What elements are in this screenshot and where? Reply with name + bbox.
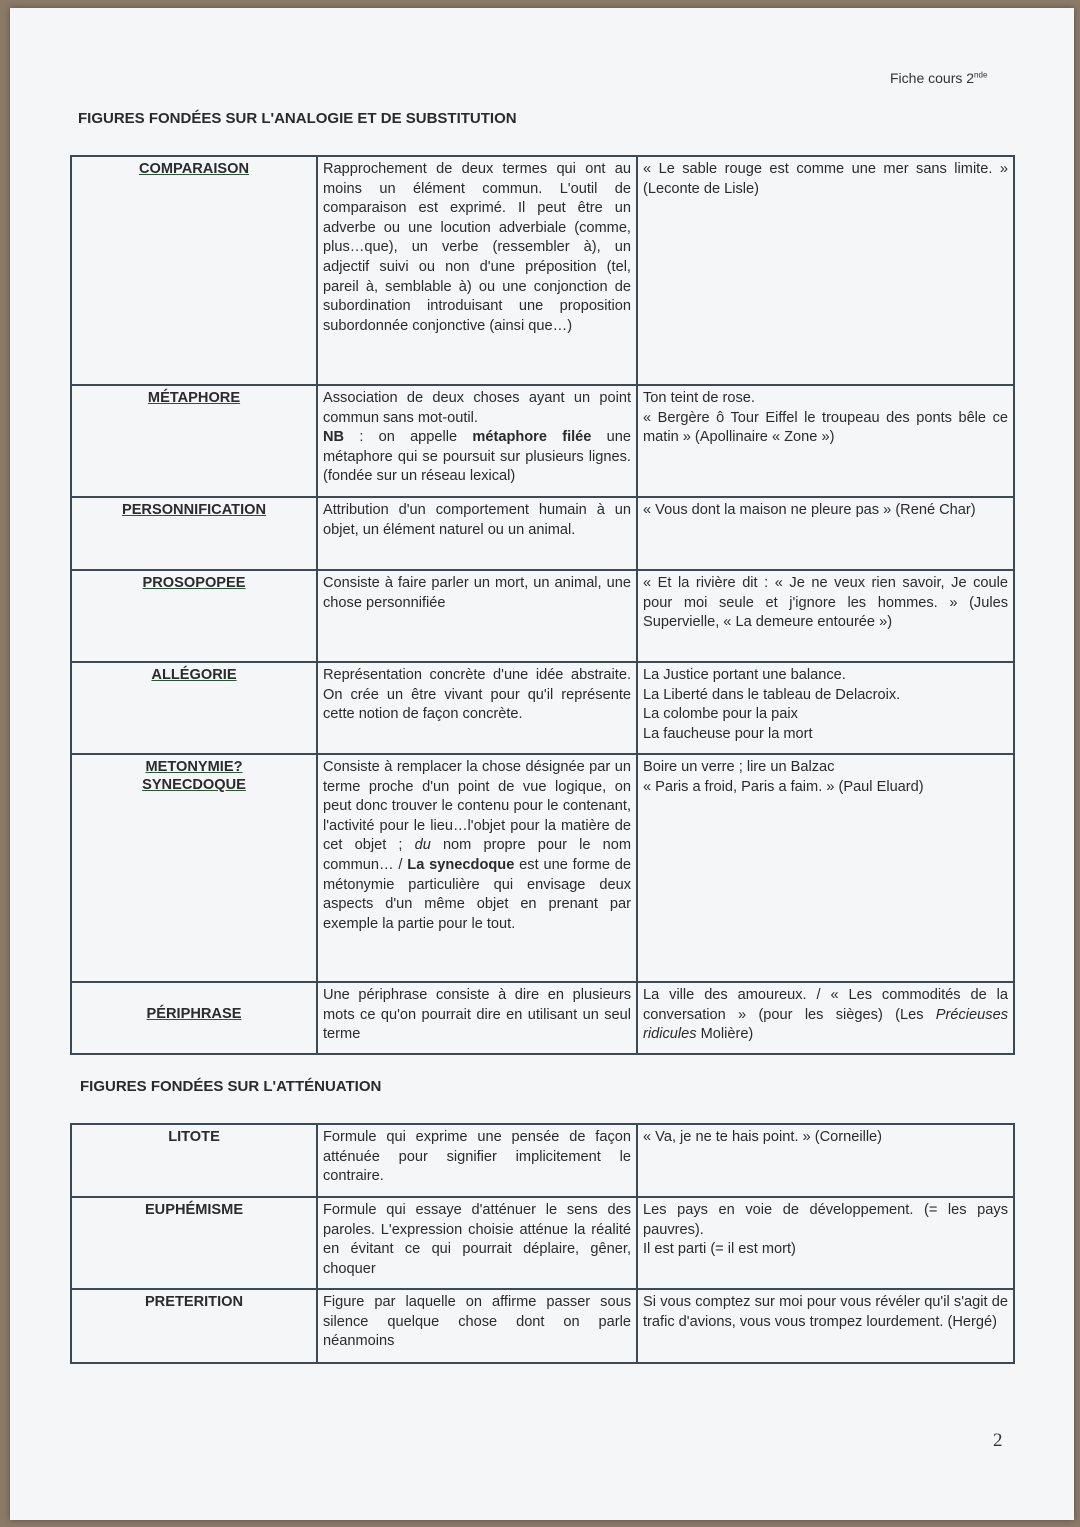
example-line: La colombe pour la paix (643, 706, 798, 723)
figure-example: « Vous dont la maison ne pleure pas » (René Char) (637, 497, 1014, 570)
example-line: « Bergère ô Tour Eiffel le troupeau des ponts bêle ce matin » (Apollinaire « Zone ») (643, 409, 1008, 446)
figure-name: PERSONNIFICATION (71, 497, 317, 570)
figure-example: « Et la rivière dit : « Je ne veux rien savoir, Je coule pour moi seule et j'ignore les hommes. » (Jules Supervielle, « La demeure entourée ») (637, 570, 1014, 662)
figure-definition: Rapprochement de deux termes qui ont au moins un élément commun. L'outil de comparaison est exprimé. Il peut être un adverbe ou une locution adverbiale (comme, plus…que), un verbe (ressembler à), un adjectif suivi ou non d'une préposition (tel, pareil à, semblable à) ou une conjonction de subordination introduisant une proposition subordonnée conjonctive (ainsi que…) (317, 156, 637, 385)
example-line: Ton teint de rose. (643, 390, 755, 406)
section-title-attenuation: FIGURES FONDÉES SUR L'ATTÉNUATION (80, 1078, 382, 1095)
figure-name: ALLÉGORIE (71, 662, 317, 754)
figure-name: PÉRIPHRASE (71, 982, 317, 1054)
table-row (71, 754, 1014, 982)
example-line: La faucheuse pour la mort (643, 725, 813, 742)
figure-name: COMPARAISON (71, 156, 317, 385)
figure-definition (317, 754, 637, 982)
table-row (71, 1289, 1014, 1363)
definition-italic: du (414, 837, 431, 854)
figure-example (637, 754, 1014, 982)
figure-example (637, 662, 1014, 754)
example-line: « Paris a froid, Paris a faim. » (Paul Eluard) (643, 778, 924, 795)
example-text: Molière) (696, 1026, 754, 1043)
attenuation-table (70, 1123, 1015, 1364)
example-line: La Justice portant une balance. (643, 667, 846, 683)
figure-definition: Une périphrase consiste à dire en plusieurs mots ce qu'on pourrait dire en utilisant un seul terme (317, 982, 637, 1054)
nb-label: NB (323, 429, 345, 446)
synecdoque-term: La synecdoque (407, 856, 515, 873)
example-line: La Liberté dans le tableau de Delacroix. (643, 686, 901, 703)
example-text: La ville des amoureux. / « Les commodités de la conversation » (pour les sièges) (Les (643, 987, 1008, 1023)
figure-definition: Figure par laquelle on affirme passer sous silence quelque chose dont on parle néanmoins (317, 1289, 637, 1363)
figure-name-metonymie: METONYMIE? (145, 759, 243, 775)
figure-name-synecdoque: SYNECDOQUE (142, 777, 246, 793)
figure-name: LITOTE (71, 1124, 317, 1197)
figure-example: « Le sable rouge est comme une mer sans limite. » (Leconte de Lisle) (637, 156, 1014, 385)
table-row (71, 385, 1014, 497)
figure-definition: Représentation concrète d'une idée abstraite. On crée un être vivant pour qu'il représente cette notion de façon concrète. (317, 662, 637, 754)
definition-text: est une forme de métonymie particulière qui envisage deux aspects d'un même objet en prenant par exemple la partie pour le tout. (323, 856, 632, 932)
figure-example (637, 982, 1014, 1054)
table-row (71, 662, 1014, 754)
nb-text: : on appelle (344, 429, 473, 446)
table-row (71, 497, 1014, 570)
definition-text: nom propre pour le nom commun… / (323, 837, 631, 873)
definition-text: Consiste à remplacer la chose désignée par un terme proche d'un point de vue logique, on peut donc trouver le contenu pour le contenant, l'activité pour le lieu…l'objet pour la matière de cet objet ; (323, 759, 631, 854)
nb-term: métaphore filée (472, 429, 592, 446)
analogie-table (70, 155, 1015, 1055)
section-title-analogie: FIGURES FONDÉES SUR L'ANALOGIE ET DE SUBSTITUTION (78, 110, 517, 127)
table-row (71, 156, 1014, 385)
figure-name: PROSOPOPEE (71, 570, 317, 662)
example-line: Il est parti (= il est mort) (643, 1241, 796, 1258)
figure-example: Si vous comptez sur moi pour vous révéler qu'il s'agit de trafic d'avions, vous vous trompez lourdement. (Hergé) (637, 1289, 1014, 1363)
figure-example (637, 1197, 1014, 1289)
course-label: Fiche cours 2 (890, 70, 975, 86)
figure-definition: Consiste à faire parler un mort, un animal, une chose personnifiée (317, 570, 637, 662)
figure-definition: Formule qui exprime une pensée de façon atténuée pour signifier implicitement le contraire. (317, 1124, 637, 1197)
figure-name: PRETERITION (71, 1289, 317, 1363)
page-number: 2 (993, 1430, 1003, 1451)
figure-example (637, 385, 1014, 497)
figure-definition: Attribution d'un comportement humain à un objet, un élément naturel ou un animal. (317, 497, 637, 570)
course-header (890, 70, 987, 86)
figure-definition (317, 385, 637, 497)
figure-name: MÉTAPHORE (71, 385, 317, 497)
example-line: Boire un verre ; lire un Balzac (643, 759, 835, 775)
course-level: nde (974, 70, 988, 80)
table-row (71, 982, 1014, 1054)
table-row (71, 1197, 1014, 1289)
table-row (71, 1124, 1014, 1197)
example-title: Précieuses ridicules (643, 1006, 1008, 1043)
nb-text: une métaphore qui se poursuit sur plusieurs lignes. (fondée sur un réseau lexical) (323, 429, 632, 485)
table-row (71, 570, 1014, 662)
figure-name (71, 754, 317, 982)
figure-name: EUPHÉMISME (71, 1197, 317, 1289)
figure-definition: Formule qui essaye d'atténuer le sens des paroles. L'expression choisie atténue la réalité en évitant ce qui pourrait déplaire, gêner, choquer (317, 1197, 637, 1289)
definition-text: Association de deux choses ayant un point commun sans mot-outil. (323, 390, 631, 426)
figure-example: « Va, je ne te hais point. » (Corneille) (637, 1124, 1014, 1197)
example-line: Les pays en voie de développement. (= les pays pauvres). (643, 1202, 1008, 1238)
